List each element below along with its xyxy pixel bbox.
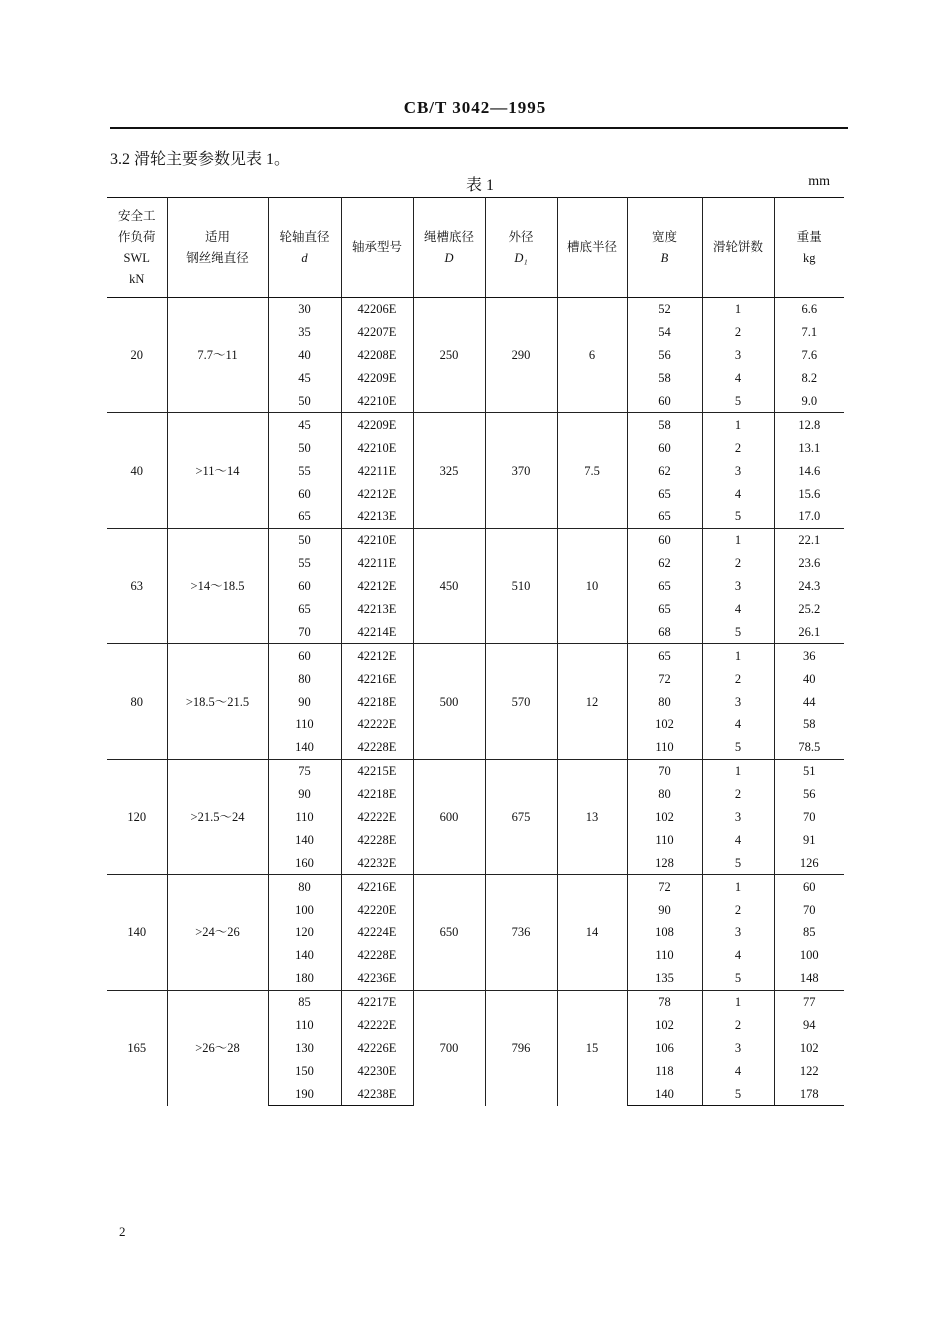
swl-header: [107, 198, 167, 298]
sheave-count-cell: 3: [702, 1037, 774, 1060]
header-line: d: [301, 250, 308, 265]
weight-cell: 6.6: [774, 298, 844, 321]
outer-diameter-cell: 570: [485, 644, 557, 759]
sheave-count-cell: 1: [702, 413, 774, 436]
groove-diameter-cell: 650: [413, 875, 485, 990]
bearing-model-cell: 42217E: [341, 990, 413, 1013]
swl-cell: 63: [107, 528, 167, 643]
width-cell: 58: [627, 413, 702, 436]
bearing-model-cell: 42210E: [341, 390, 413, 413]
weight-cell: 122: [774, 1059, 844, 1082]
width-cell: 70: [627, 759, 702, 782]
axle-diameter-cell: 35: [268, 321, 341, 344]
width-cell: 102: [627, 713, 702, 736]
bearing-model-cell: 42206E: [341, 298, 413, 321]
header-line: 宽度: [651, 229, 677, 244]
table-caption: 表 1: [465, 177, 494, 194]
width-cell: 65: [627, 505, 702, 528]
sheave-count-cell: 3: [702, 459, 774, 482]
weight-cell: 7.6: [774, 344, 844, 367]
bearing-model-cell: 42211E: [341, 552, 413, 575]
table-row: [107, 528, 844, 551]
bearing-model-cell: 42213E: [341, 598, 413, 621]
weight-cell: 70: [774, 898, 844, 921]
width-cell: 108: [627, 921, 702, 944]
width-cell: 62: [627, 459, 702, 482]
table-row: [107, 875, 844, 898]
axle-diameter-cell: 45: [268, 413, 341, 436]
weight-cell: 13.1: [774, 436, 844, 459]
axle-diameter-cell: 50: [268, 436, 341, 459]
sheave-count-cell: 4: [702, 828, 774, 851]
sheave-count-cell: 1: [702, 990, 774, 1013]
bearing-model-cell: 42228E: [341, 828, 413, 851]
bearing-model-cell: 42209E: [341, 367, 413, 390]
header-line: kg: [803, 250, 816, 265]
weight-cell: 85: [774, 921, 844, 944]
weight-cell: 58: [774, 713, 844, 736]
bearing-model-cell: 42207E: [341, 321, 413, 344]
width-cell: 106: [627, 1037, 702, 1060]
groove-radius-cell: 13: [557, 759, 627, 874]
axle-diameter-cell: 70: [268, 620, 341, 643]
sheave-count-cell: 2: [702, 436, 774, 459]
width-cell: 62: [627, 552, 702, 575]
swl-cell: 165: [107, 990, 167, 1105]
axle-diameter-cell: 110: [268, 713, 341, 736]
width-cell: 52: [627, 298, 702, 321]
width-cell: 78: [627, 990, 702, 1013]
bearing-model-cell: 42226E: [341, 1037, 413, 1060]
width-cell: 60: [627, 390, 702, 413]
groove-radius-cell: 10: [557, 528, 627, 643]
weight-cell: 25.2: [774, 598, 844, 621]
axle-diameter-cell: 140: [268, 736, 341, 759]
sheave-count-cell: 2: [702, 898, 774, 921]
axle-diameter-cell: 80: [268, 667, 341, 690]
outer-diameter-cell: 675: [485, 759, 557, 874]
width-header: [627, 198, 702, 298]
axle-diameter-cell: 50: [268, 528, 341, 551]
weight-cell: 36: [774, 644, 844, 667]
bearing-model-cell: 42224E: [341, 921, 413, 944]
width-cell: 110: [627, 944, 702, 967]
bearing-model-cell: 42214E: [341, 620, 413, 643]
header-line: 轴承型号: [351, 240, 402, 254]
axle-diameter-cell: 55: [268, 459, 341, 482]
sheave-count-cell: 2: [702, 783, 774, 806]
axle-diameter-cell: 140: [268, 944, 341, 967]
sheave-count-cell: 3: [702, 344, 774, 367]
groove-diameter-cell: 700: [413, 990, 485, 1105]
width-cell: 58: [627, 367, 702, 390]
width-cell: 65: [627, 598, 702, 621]
sheave-count-cell: 5: [702, 967, 774, 990]
bearing-model-cell: 42228E: [341, 736, 413, 759]
table-body: [107, 298, 844, 1106]
sheave-count-cell: 1: [702, 298, 774, 321]
rope-diameter-cell: >21.5～24: [167, 759, 268, 874]
axle-diameter-cell: 130: [268, 1037, 341, 1060]
bearing-model-cell: 42216E: [341, 667, 413, 690]
axle-diameter-cell: 190: [268, 1082, 341, 1105]
weight-cell: 60: [774, 875, 844, 898]
header-line: 轮轴直径: [279, 229, 330, 244]
width-cell: 110: [627, 736, 702, 759]
header-rule: [110, 127, 848, 129]
axle-diameter-cell: 60: [268, 482, 341, 505]
width-cell: 90: [627, 898, 702, 921]
table-unit: mm: [808, 174, 830, 189]
weight-cell: 44: [774, 690, 844, 713]
sheave-count-cell: 2: [702, 321, 774, 344]
weight-cell: 26.1: [774, 620, 844, 643]
outer-diameter-cell: 736: [485, 875, 557, 990]
rope-diameter-cell: >14～18.5: [167, 528, 268, 643]
weight-cell: 17.0: [774, 505, 844, 528]
parameter-table-wrapper: [107, 197, 844, 1106]
sheave-count-cell: 4: [702, 1059, 774, 1082]
weight-cell: 24.3: [774, 575, 844, 598]
axle-diameter-cell: 110: [268, 1014, 341, 1037]
bearing-model-cell: 42211E: [341, 459, 413, 482]
bearing-model-cell: 42213E: [341, 505, 413, 528]
axle-diameter-cell: 55: [268, 552, 341, 575]
axle-diameter-cell: 150: [268, 1059, 341, 1082]
width-cell: 60: [627, 436, 702, 459]
axle-diameter-cell: 90: [268, 783, 341, 806]
header-line: 适用: [204, 229, 230, 244]
width-cell: 80: [627, 783, 702, 806]
groove-diameter-header: [413, 198, 485, 298]
table-header-row: [107, 198, 844, 298]
table-row: [107, 759, 844, 782]
outer-diameter-cell: 290: [485, 298, 557, 413]
sheave-count-cell: 5: [702, 620, 774, 643]
weight-cell: 148: [774, 967, 844, 990]
width-cell: 54: [627, 321, 702, 344]
width-cell: 56: [627, 344, 702, 367]
groove-diameter-cell: 325: [413, 413, 485, 528]
axle-diameter-cell: 65: [268, 505, 341, 528]
header-line: D: [444, 250, 454, 265]
bearing-model-header: [341, 198, 413, 298]
axle-diameter-cell: 120: [268, 921, 341, 944]
sheave-count-cell: 3: [702, 690, 774, 713]
header-line: 安全工: [117, 208, 156, 223]
axle-diameter-cell: 180: [268, 967, 341, 990]
weight-cell: 102: [774, 1037, 844, 1060]
swl-cell: 80: [107, 644, 167, 759]
rope-diameter-cell: >11～14: [167, 413, 268, 528]
bearing-model-cell: 42222E: [341, 806, 413, 829]
sheave-count-cell: 4: [702, 482, 774, 505]
sheave-count-cell: 5: [702, 505, 774, 528]
width-cell: 135: [627, 967, 702, 990]
groove-radius-header: [557, 198, 627, 298]
bearing-model-cell: 42236E: [341, 967, 413, 990]
header-line: kN: [129, 271, 145, 286]
bearing-model-cell: 42222E: [341, 1014, 413, 1037]
header-line: 重量: [796, 229, 822, 244]
weight-cell: 15.6: [774, 482, 844, 505]
swl-cell: 20: [107, 298, 167, 413]
table-row: [107, 413, 844, 436]
width-cell: 72: [627, 667, 702, 690]
axle-diameter-cell: 50: [268, 390, 341, 413]
weight-cell: 22.1: [774, 528, 844, 551]
table-row: [107, 644, 844, 667]
sheave-count-cell: 1: [702, 528, 774, 551]
groove-radius-cell: 7.5: [557, 413, 627, 528]
axle-diameter-cell: 90: [268, 690, 341, 713]
bearing-model-cell: 42218E: [341, 690, 413, 713]
sheave-count-cell: 3: [702, 921, 774, 944]
axle-diameter-cell: 110: [268, 806, 341, 829]
table-row: [107, 298, 844, 321]
axle-diameter-cell: 80: [268, 875, 341, 898]
sheave-count-cell: 4: [702, 713, 774, 736]
axle-diameter-cell: 100: [268, 898, 341, 921]
axle-diameter-cell: 140: [268, 828, 341, 851]
weight-cell: 12.8: [774, 413, 844, 436]
swl-cell: 40: [107, 413, 167, 528]
sheave-count-cell: 4: [702, 944, 774, 967]
rope-diameter-cell: >18.5～21.5: [167, 644, 268, 759]
bearing-model-cell: 42220E: [341, 898, 413, 921]
weight-cell: 100: [774, 944, 844, 967]
weight-cell: 178: [774, 1082, 844, 1105]
weight-cell: 126: [774, 851, 844, 874]
axle-diameter-cell: 60: [268, 644, 341, 667]
pulley-parameter-table: [107, 197, 844, 1106]
header-line: 绳槽底径: [423, 229, 474, 244]
bearing-model-cell: 42230E: [341, 1059, 413, 1082]
bearing-model-cell: 42212E: [341, 644, 413, 667]
rope-diameter-header: [167, 198, 268, 298]
sheave-count-cell: 5: [702, 851, 774, 874]
header-line: 钢丝绳直径: [186, 250, 249, 265]
bearing-model-cell: 42210E: [341, 528, 413, 551]
weight-cell: 40: [774, 667, 844, 690]
sheave-count-cell: 3: [702, 806, 774, 829]
groove-diameter-cell: 250: [413, 298, 485, 413]
bearing-model-cell: 42232E: [341, 851, 413, 874]
width-cell: 102: [627, 1014, 702, 1037]
header-line: 槽底半径: [566, 240, 617, 254]
rope-diameter-cell: >24～26: [167, 875, 268, 990]
width-cell: 72: [627, 875, 702, 898]
outer-diameter-cell: 370: [485, 413, 557, 528]
groove-radius-cell: 15: [557, 990, 627, 1105]
header-line: 作负荷: [117, 229, 156, 244]
groove-diameter-cell: 450: [413, 528, 485, 643]
groove-diameter-cell: 600: [413, 759, 485, 874]
header-line: D₁: [514, 250, 528, 265]
axle-diameter-cell: 160: [268, 851, 341, 874]
sheave-count-cell: 4: [702, 367, 774, 390]
section-text: 3.2 滑轮主要参数见表 1。: [110, 151, 291, 168]
bearing-model-cell: 42215E: [341, 759, 413, 782]
weight-cell: 94: [774, 1014, 844, 1037]
sheave-count-header: [702, 198, 774, 298]
width-cell: 118: [627, 1059, 702, 1082]
bearing-model-cell: 42212E: [341, 575, 413, 598]
width-cell: 102: [627, 806, 702, 829]
width-cell: 68: [627, 620, 702, 643]
header-line: B: [660, 250, 669, 265]
weight-cell: 78.5: [774, 736, 844, 759]
bearing-model-cell: 42218E: [341, 783, 413, 806]
width-cell: 60: [627, 528, 702, 551]
sheave-count-cell: 4: [702, 598, 774, 621]
groove-radius-cell: 12: [557, 644, 627, 759]
weight-header: [774, 198, 844, 298]
weight-cell: 14.6: [774, 459, 844, 482]
outer-diameter-cell: 510: [485, 528, 557, 643]
axle-diameter-cell: 30: [268, 298, 341, 321]
width-cell: 65: [627, 644, 702, 667]
bearing-model-cell: 42216E: [341, 875, 413, 898]
bearing-model-cell: 42238E: [341, 1082, 413, 1105]
page-number: 2: [119, 1224, 126, 1239]
groove-diameter-cell: 500: [413, 644, 485, 759]
swl-cell: 120: [107, 759, 167, 874]
weight-cell: 7.1: [774, 321, 844, 344]
header-line: 滑轮饼数: [712, 240, 763, 254]
weight-cell: 9.0: [774, 390, 844, 413]
weight-cell: 70: [774, 806, 844, 829]
axle-diameter-cell: 85: [268, 990, 341, 1013]
axle-diameter-cell: 45: [268, 367, 341, 390]
width-cell: 140: [627, 1082, 702, 1105]
sheave-count-cell: 2: [702, 552, 774, 575]
weight-cell: 77: [774, 990, 844, 1013]
groove-radius-cell: 14: [557, 875, 627, 990]
sheave-count-cell: 2: [702, 1014, 774, 1037]
axle-diameter-cell: 60: [268, 575, 341, 598]
header-line: 外径: [508, 229, 534, 244]
axle-diameter-cell: 40: [268, 344, 341, 367]
header-line: SWL: [123, 250, 150, 265]
sheave-count-cell: 5: [702, 736, 774, 759]
groove-radius-cell: 6: [557, 298, 627, 413]
width-cell: 65: [627, 482, 702, 505]
weight-cell: 51: [774, 759, 844, 782]
bearing-model-cell: 42222E: [341, 713, 413, 736]
width-cell: 128: [627, 851, 702, 874]
outer-diameter-header: [485, 198, 557, 298]
axle-diameter-cell: 75: [268, 759, 341, 782]
bearing-model-cell: 42212E: [341, 482, 413, 505]
weight-cell: 23.6: [774, 552, 844, 575]
axle-diameter-cell: 65: [268, 598, 341, 621]
sheave-count-cell: 5: [702, 390, 774, 413]
rope-diameter-cell: >26～28: [167, 990, 268, 1105]
sheave-count-cell: 1: [702, 759, 774, 782]
bearing-model-cell: 42208E: [341, 344, 413, 367]
sheave-count-cell: 1: [702, 644, 774, 667]
sheave-count-cell: 5: [702, 1082, 774, 1105]
width-cell: 65: [627, 575, 702, 598]
rope-diameter-cell: 7.7～11: [167, 298, 268, 413]
bearing-model-cell: 42209E: [341, 413, 413, 436]
outer-diameter-cell: 796: [485, 990, 557, 1105]
bearing-model-cell: 42210E: [341, 436, 413, 459]
axle-diameter-header: [268, 198, 341, 298]
bearing-model-cell: 42228E: [341, 944, 413, 967]
table-row: [107, 990, 844, 1013]
sheave-count-cell: 1: [702, 875, 774, 898]
swl-cell: 140: [107, 875, 167, 990]
sheave-count-cell: 2: [702, 667, 774, 690]
width-cell: 110: [627, 828, 702, 851]
width-cell: 80: [627, 690, 702, 713]
sheave-count-cell: 3: [702, 575, 774, 598]
weight-cell: 8.2: [774, 367, 844, 390]
weight-cell: 91: [774, 828, 844, 851]
weight-cell: 56: [774, 783, 844, 806]
document-header: CB/T 3042—1995: [403, 98, 547, 117]
